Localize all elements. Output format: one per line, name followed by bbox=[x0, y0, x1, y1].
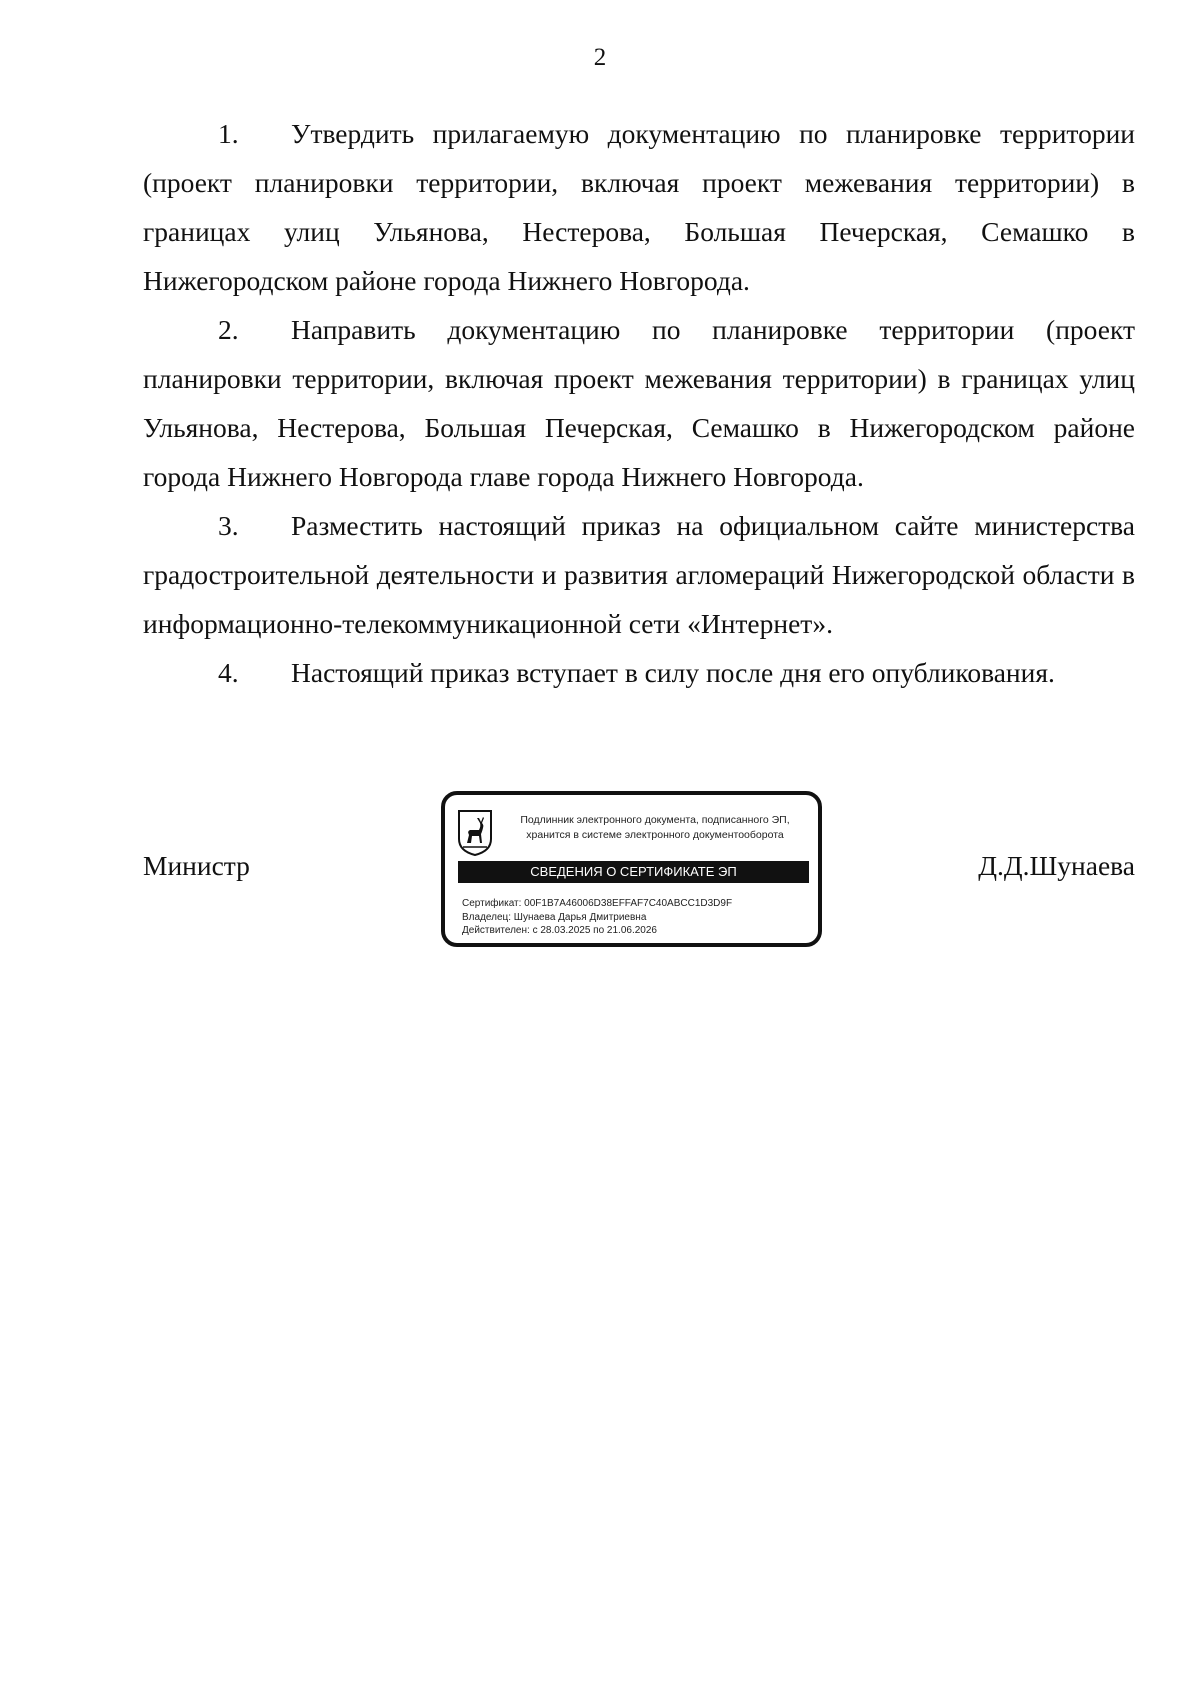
paragraph-2 bbox=[143, 305, 1135, 501]
paragraph-number: 3. bbox=[218, 510, 239, 541]
certificate-number: Сертификат: 00F1B7A46006D38EFFAF7C40ABCC1D3D9F bbox=[462, 898, 733, 909]
paragraph-4 bbox=[143, 648, 1135, 697]
document-body bbox=[143, 109, 1135, 697]
stamp-header bbox=[505, 813, 805, 843]
signer-position: Министр bbox=[143, 850, 250, 881]
paragraph-text: Утвердить прилагаемую документацию по планировке территории (проект планировки территории, включая проект межевания территории) в границах улиц Ульянова, Нестерова, Большая Печерская, Семашко в Нижегородском районе города Нижнего Новгорода. bbox=[143, 118, 1135, 296]
stamp-title-bar: СВЕДЕНИЯ О СЕРТИФИКАТЕ ЭП bbox=[458, 861, 809, 883]
page-number: 2 bbox=[593, 44, 607, 71]
signer-name: Д.Д.Шунаева bbox=[978, 850, 1135, 881]
coat-of-arms-deer-icon bbox=[457, 809, 493, 857]
paragraph-number: 1. bbox=[218, 118, 239, 149]
paragraph-text: Разместить настоящий приказ на официальном сайте министерства градостроительной деятельности и развития агломераций Нижегородской области в информационно-телекоммуникационной сети «Интернет». bbox=[143, 510, 1135, 639]
certificate-validity: Действителен: с 28.03.2025 по 21.06.2026 bbox=[462, 925, 657, 936]
paragraph-text: Направить документацию по планировке территории (проект планировки территории, включая проект межевания территории) в границах улиц Ульянова, Нестерова, Большая Печерская, Семашко в Нижегородском районе города Нижнего Новгорода главе города Нижнего Новгорода. bbox=[143, 314, 1135, 492]
paragraph-1 bbox=[143, 109, 1135, 305]
paragraph-text: Настоящий приказ вступает в силу после дня его опубликования. bbox=[291, 657, 1055, 688]
paragraph-3 bbox=[143, 501, 1135, 648]
paragraph-number: 2. bbox=[218, 314, 239, 345]
electronic-signature-stamp bbox=[441, 791, 822, 947]
stamp-header-line-2: хранится в системе электронного документооборота bbox=[526, 829, 784, 841]
stamp-details bbox=[462, 897, 732, 938]
paragraph-number: 4. bbox=[218, 657, 239, 688]
stamp-header-line-1: Подлинник электронного документа, подписанного ЭП, bbox=[520, 814, 790, 826]
certificate-owner: Владелец: Шунаева Дарья Дмитриевна bbox=[462, 911, 647, 923]
